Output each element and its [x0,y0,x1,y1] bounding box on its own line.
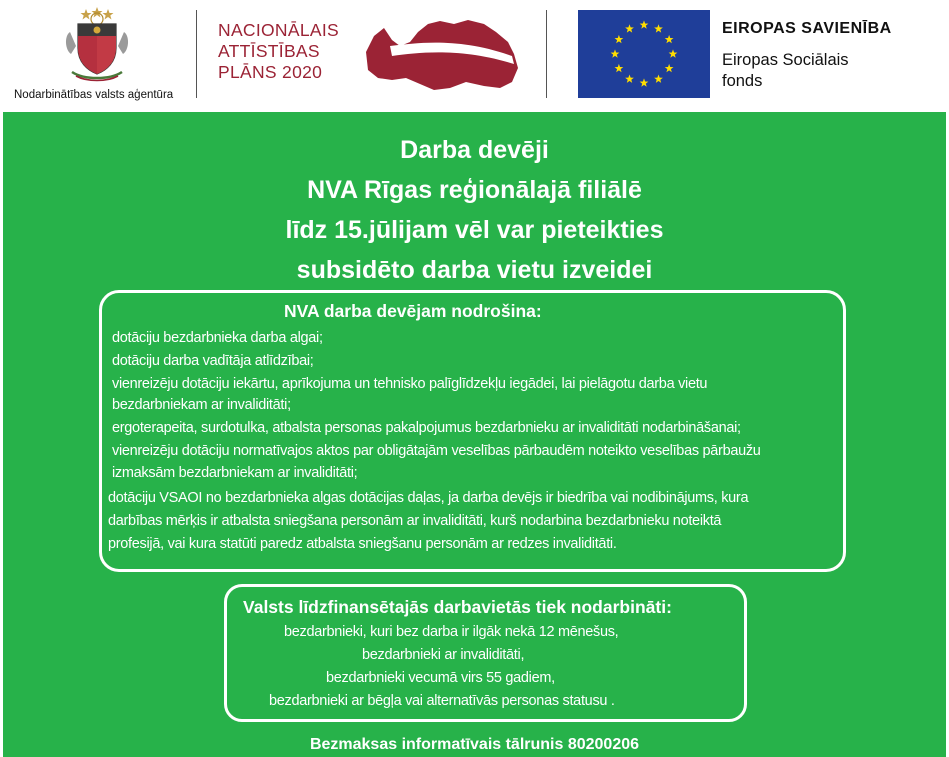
provides-box [99,290,846,572]
employed-title: Valsts līdzfinansētajās darbavietās tiek nodarbināti: [243,597,672,617]
latvian-coat-of-arms-icon [62,6,132,84]
employed-line-1: bezdarbnieki, kuri bez darba ir ilgāk nekā 12 mēnešus, [284,624,619,640]
eu-star-icon [654,24,663,32]
employed-line-2: bezdarbnieki ar invaliditāti, [362,647,525,663]
eu-star-icon [665,64,674,72]
provides-line-8: dotāciju VSAOI no bezdarbnieka algas dotācijas daļas, ja darba devējs ir biedrība vai nodibinājums, kura [108,490,749,506]
eu-star-icon [615,35,624,43]
headline-line-2: NVA Rīgas reģionālajā filiālē [307,176,642,204]
eu-star-icon [654,75,663,83]
provides-title: NVA darba devējam nodrošina: [284,301,542,321]
provides-line-7: izmaksām bezdarbniekam ar invaliditāti; [112,465,358,481]
agency-name: Nodarbinātības valsts aģentūra [14,89,174,101]
announcement-panel [3,112,946,757]
plan-line-3: PLĀNS 2020 [218,62,323,82]
eu-star-icon [625,24,634,32]
eu-star-icon [615,64,624,72]
plan-line-1: NACIONĀLAIS [218,20,339,40]
eu-title: EIROPAS SAVIENĪBA [722,20,892,37]
eu-star-icon [640,78,649,86]
eu-star-icon [669,49,678,57]
header-divider-2 [546,10,547,98]
eu-star-icon [665,35,674,43]
eu-fund-line-2: fonds [722,72,763,90]
eu-fund [722,50,849,92]
eu-fund-line-1: Eiropas Sociālais [722,51,849,69]
nva-logo [8,6,188,102]
provides-line-2: dotāciju darba vadītāja atlīdzībai; [112,353,314,369]
provides-line-9: darbības mērķis ir atbalsta sniegšana personām ar invaliditāti, kurš nodarbina bezdarbnieku noteiktā [108,513,722,529]
headline-line-3: līdz 15.jūlijam vēl var pieteikties [285,216,664,244]
provides-line-1: dotāciju bezdarbnieka darba algai; [112,330,323,346]
plan-line-2: ATTĪSTĪBAS [218,41,320,61]
header-divider [196,10,197,98]
eu-stars-icon [578,10,710,98]
header [0,0,949,110]
provides-line-6: vienreizēju dotāciju normatīvajos aktos par obligātajām veselības pārbaudēm noteikto veselības pārbaužu [112,443,761,459]
provides-line-4: bezdarbniekam ar invaliditāti; [112,397,291,413]
eu-star-icon [625,75,634,83]
national-plan-logo-text [218,20,339,83]
employed-box [224,584,747,722]
eu-flag [578,10,710,98]
provides-line-10: profesijā, vai kura statūti paredz atbalsta sniegšanu personām ar redzes invaliditāti. [108,536,617,552]
employed-line-4: bezdarbnieki ar bēgļa vai alternatīvās personas statusu . [269,693,615,709]
provides-line-5: ergoterapeita, surdotulka, atbalsta personas pakalpojumus bezdarbnieku ar invaliditāti nodarbināšanai; [112,420,741,436]
headline [3,130,946,290]
headline-line-4: subsidēto darba vietu izveidei [296,256,653,284]
free-phone-line: Bezmaksas informatīvais tālrunis 80200206 [309,736,640,753]
employed-line-3: bezdarbnieki vecumā virs 55 gadiem, [326,670,555,686]
headline-line-1: Darba devēji [400,136,549,164]
provides-line-3: vienreizēju dotāciju iekārtu, aprīkojuma un tehnisko palīglīdzekļu iegādei, lai pielāgotu darba vietu [112,376,708,392]
eu-star-icon [611,49,620,57]
eu-star-icon [640,20,649,28]
latvia-map-logo-icon [362,12,522,97]
